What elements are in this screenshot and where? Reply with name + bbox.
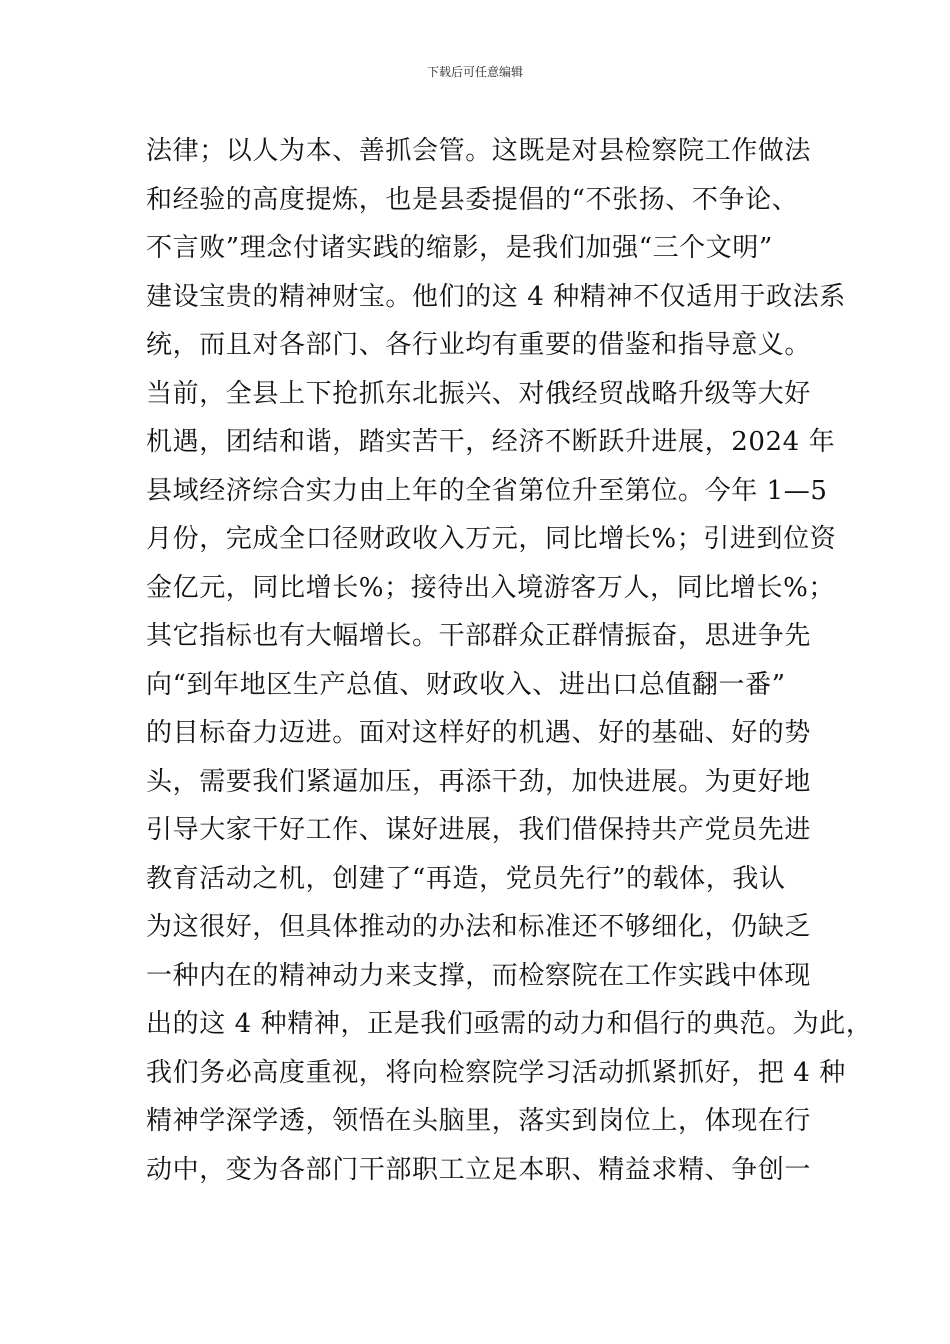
text-line-14: 头，需要我们紧逼加压，再添干劲，加快进展。为更好地 <box>146 766 812 797</box>
text-line-13: 的目标奋力迈进。面对这样好的机遇、好的基础、好的势 <box>146 718 812 748</box>
text-line-20: 我们务必高度重视，将向检察院学习活动抓紧抓好，把 4 种 <box>146 1057 846 1088</box>
text-line-17: 为这很好，但具体推动的办法和标准还不够细化，仍缺乏 <box>146 912 812 942</box>
text-line-21: 精神学深学透，领悟在头脑里，落实到岗位上，体现在行 <box>146 1106 812 1136</box>
body-text <box>146 127 873 1194</box>
text-line-4: 建设宝贵的精神财宝。他们的这 4 种精神不仅适用于政法系 <box>146 281 846 312</box>
text-line-19: 出的这 4 种精神，正是我们亟需的动力和倡行的典范。为此， <box>146 1009 873 1039</box>
text-line-10: 金亿元，同比增长%；接待出入境游客万人，同比增长%； <box>146 572 836 603</box>
text-line-15: 引导大家干好工作、谋好进展，我们借保持共产党员先进 <box>146 815 812 845</box>
text-line-3: 不言败”理念付诸实践的缩影，是我们加强“三个文明” <box>146 233 773 263</box>
text-line-5: 统，而且对各部门、各行业均有重要的借鉴和指导意义。 <box>146 330 812 360</box>
text-line-12: 向“到年地区生产总值、财政收入、进出口总值翻一番” <box>146 669 786 700</box>
page-header: 下载后可任意编辑 <box>426 65 523 79</box>
text-line-2: 和经验的高度提炼，也是县委提倡的“不张扬、不争论、 <box>146 184 799 215</box>
text-line-1: 法律；以人为本、善抓会管。这既是对县检察院工作做法 <box>146 136 812 166</box>
text-line-8: 县域经济综合实力由上年的全省第位升至第位。今年 1—5 <box>146 475 828 506</box>
text-line-18: 一种内在的精神动力来支撑，而检察院在工作实践中体现 <box>146 960 812 991</box>
text-line-16: 教育活动之机，创建了“再造，党员先行”的载体，我认 <box>146 863 786 894</box>
text-line-9: 月份，完成全口径财政收入万元，同比增长%；引进到位资 <box>146 524 837 554</box>
text-line-22: 动中，变为各部门干部职工立足本职、精益求精、争创一 <box>146 1154 812 1185</box>
text-line-7: 机遇，团结和谐，踏实苦干，经济不断跃升进展，2024 年 <box>146 427 836 457</box>
text-line-6: 当前，全县上下抢抓东北振兴、对俄经贸战略升级等大好 <box>146 378 812 409</box>
text-line-11: 其它指标也有大幅增长。干部群众正群情振奋，思进争先 <box>146 621 812 651</box>
